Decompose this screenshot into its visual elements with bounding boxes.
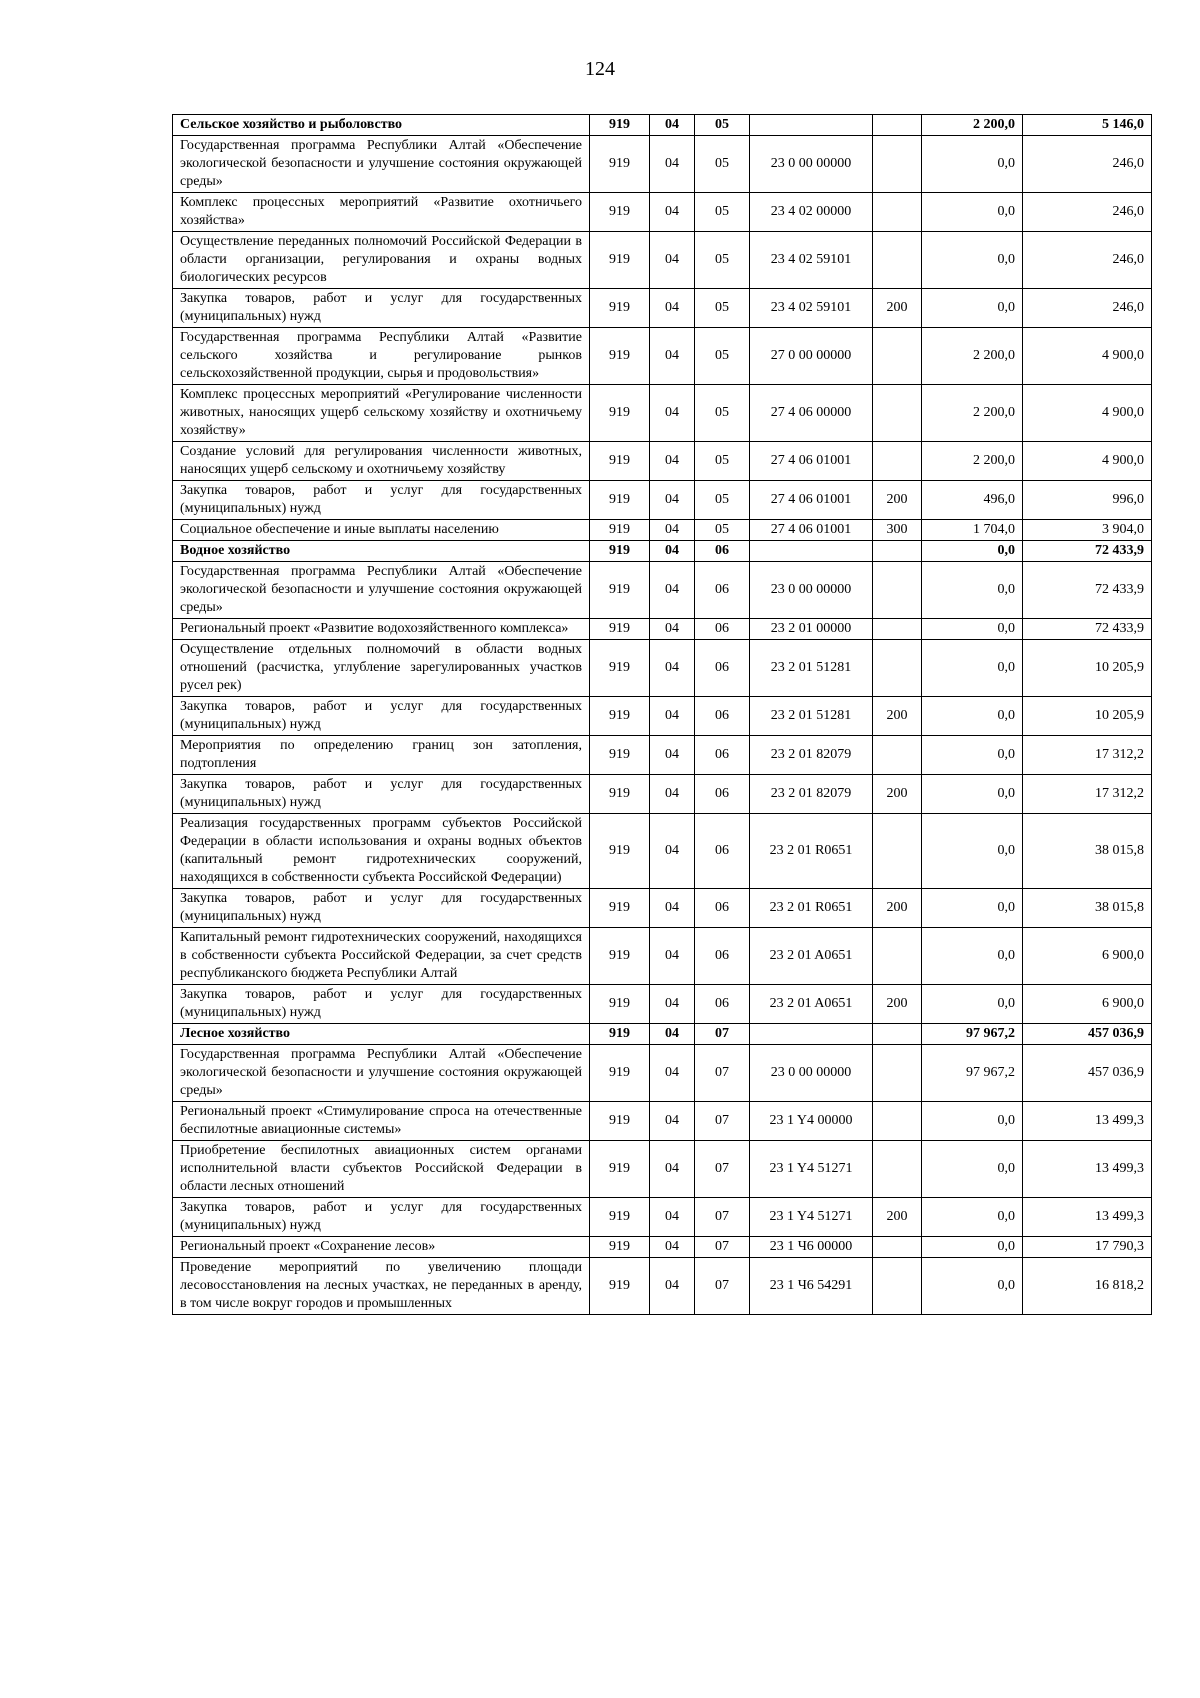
cell-name: Закупка товаров, работ и услуг для государственных (муниципальных) нужд xyxy=(173,985,590,1024)
cell-amount-1: 0,0 xyxy=(922,697,1023,736)
cell-subsection-code: 06 xyxy=(695,775,750,814)
cell-amount-2: 38 015,8 xyxy=(1023,889,1152,928)
cell-section-code: 04 xyxy=(650,814,695,889)
cell-admin-code: 919 xyxy=(590,775,650,814)
cell-expense-type xyxy=(873,328,922,385)
cell-section-code: 04 xyxy=(650,193,695,232)
cell-target-article: 23 2 01 A0651 xyxy=(750,985,873,1024)
cell-name: Государственная программа Республики Алтай «Обеспечение экологической безопасности и улучшение состояния окружающей среды» xyxy=(173,1045,590,1102)
budget-table-body xyxy=(173,115,1152,1315)
table-row xyxy=(173,481,1152,520)
cell-target-article: 27 4 06 01001 xyxy=(750,520,873,541)
cell-expense-type xyxy=(873,736,922,775)
cell-admin-code: 919 xyxy=(590,1258,650,1315)
cell-admin-code: 919 xyxy=(590,889,650,928)
cell-admin-code: 919 xyxy=(590,1141,650,1198)
cell-section-code: 04 xyxy=(650,385,695,442)
cell-subsection-code: 07 xyxy=(695,1141,750,1198)
cell-section-code: 04 xyxy=(650,328,695,385)
cell-section-code: 04 xyxy=(650,1045,695,1102)
cell-subsection-code: 05 xyxy=(695,328,750,385)
cell-name: Государственная программа Республики Алтай «Развитие сельского хозяйства и регулирование рынков сельскохозяйственной продукции, сырья и продовольствия» xyxy=(173,328,590,385)
cell-name: Реализация государственных программ субъектов Российской Федерации в области использования и охраны водных объектов (капитальный ремонт гидротехнических сооружений, находящихся в собственности субъекта Российской Федерации) xyxy=(173,814,590,889)
table-row xyxy=(173,1258,1152,1315)
cell-subsection-code: 06 xyxy=(695,541,750,562)
cell-admin-code: 919 xyxy=(590,115,650,136)
cell-amount-1: 0,0 xyxy=(922,889,1023,928)
cell-section-code: 04 xyxy=(650,1258,695,1315)
cell-expense-type xyxy=(873,232,922,289)
cell-subsection-code: 06 xyxy=(695,562,750,619)
cell-amount-1: 0,0 xyxy=(922,1258,1023,1315)
cell-subsection-code: 05 xyxy=(695,481,750,520)
cell-amount-1: 0,0 xyxy=(922,136,1023,193)
cell-target-article: 23 1 Y4 51271 xyxy=(750,1141,873,1198)
table-row xyxy=(173,442,1152,481)
cell-expense-type xyxy=(873,619,922,640)
cell-subsection-code: 06 xyxy=(695,814,750,889)
page-number: 124 xyxy=(585,58,615,80)
table-row xyxy=(173,928,1152,985)
table-row xyxy=(173,136,1152,193)
cell-name: Комплекс процессных мероприятий «Регулирование численности животных, наносящих ущерб сельскому хозяйству и охотничьему хозяйству» xyxy=(173,385,590,442)
cell-amount-2: 4 900,0 xyxy=(1023,328,1152,385)
cell-target-article: 23 2 01 51281 xyxy=(750,640,873,697)
cell-expense-type: 200 xyxy=(873,889,922,928)
cell-amount-2: 16 818,2 xyxy=(1023,1258,1152,1315)
cell-amount-2: 246,0 xyxy=(1023,193,1152,232)
cell-name: Региональный проект «Стимулирование спроса на отечественные беспилотные авиационные системы» xyxy=(173,1102,590,1141)
cell-admin-code: 919 xyxy=(590,289,650,328)
cell-expense-type xyxy=(873,928,922,985)
cell-amount-2: 17 790,3 xyxy=(1023,1237,1152,1258)
cell-target-article: 23 2 01 82079 xyxy=(750,736,873,775)
table-row xyxy=(173,889,1152,928)
cell-amount-1: 2 200,0 xyxy=(922,328,1023,385)
cell-subsection-code: 05 xyxy=(695,232,750,289)
cell-subsection-code: 06 xyxy=(695,889,750,928)
cell-target-article xyxy=(750,115,873,136)
cell-amount-2: 6 900,0 xyxy=(1023,928,1152,985)
cell-section-code: 04 xyxy=(650,697,695,736)
cell-section-code: 04 xyxy=(650,541,695,562)
cell-subsection-code: 07 xyxy=(695,1237,750,1258)
cell-admin-code: 919 xyxy=(590,928,650,985)
cell-name: Социальное обеспечение и иные выплаты населению xyxy=(173,520,590,541)
cell-name: Региональный проект «Сохранение лесов» xyxy=(173,1237,590,1258)
cell-name: Капитальный ремонт гидротехнических сооружений, находящихся в собственности субъекта Российской Федерации, за счет средств республиканского бюджета Республики Алтай xyxy=(173,928,590,985)
cell-target-article: 27 4 06 00000 xyxy=(750,385,873,442)
cell-section-code: 04 xyxy=(650,619,695,640)
cell-amount-2: 4 900,0 xyxy=(1023,442,1152,481)
table-row xyxy=(173,1237,1152,1258)
table-row xyxy=(173,232,1152,289)
cell-admin-code: 919 xyxy=(590,1045,650,1102)
cell-section-code: 04 xyxy=(650,1102,695,1141)
cell-target-article: 23 4 02 59101 xyxy=(750,232,873,289)
cell-expense-type: 200 xyxy=(873,1198,922,1237)
cell-admin-code: 919 xyxy=(590,1198,650,1237)
cell-name: Закупка товаров, работ и услуг для государственных (муниципальных) нужд xyxy=(173,1198,590,1237)
cell-name: Региональный проект «Развитие водохозяйственного комплекса» xyxy=(173,619,590,640)
table-row xyxy=(173,697,1152,736)
cell-admin-code: 919 xyxy=(590,232,650,289)
cell-section-code: 04 xyxy=(650,1024,695,1045)
cell-target-article: 23 2 01 A0651 xyxy=(750,928,873,985)
cell-subsection-code: 07 xyxy=(695,1045,750,1102)
cell-name: Закупка товаров, работ и услуг для государственных (муниципальных) нужд xyxy=(173,481,590,520)
cell-section-code: 04 xyxy=(650,985,695,1024)
table-row xyxy=(173,289,1152,328)
cell-amount-1: 0,0 xyxy=(922,289,1023,328)
cell-target-article: 23 0 00 00000 xyxy=(750,562,873,619)
cell-amount-2: 457 036,9 xyxy=(1023,1024,1152,1045)
cell-amount-1: 0,0 xyxy=(922,775,1023,814)
cell-amount-2: 72 433,9 xyxy=(1023,619,1152,640)
cell-amount-2: 6 900,0 xyxy=(1023,985,1152,1024)
cell-admin-code: 919 xyxy=(590,736,650,775)
table-row xyxy=(173,1045,1152,1102)
cell-name: Комплекс процессных мероприятий «Развитие охотничьего хозяйства» xyxy=(173,193,590,232)
cell-amount-2: 17 312,2 xyxy=(1023,736,1152,775)
cell-subsection-code: 05 xyxy=(695,136,750,193)
cell-expense-type xyxy=(873,385,922,442)
cell-amount-1: 2 200,0 xyxy=(922,442,1023,481)
cell-expense-type xyxy=(873,562,922,619)
cell-expense-type: 200 xyxy=(873,481,922,520)
cell-amount-1: 0,0 xyxy=(922,1198,1023,1237)
cell-section-code: 04 xyxy=(650,115,695,136)
table-row xyxy=(173,814,1152,889)
cell-amount-2: 72 433,9 xyxy=(1023,562,1152,619)
cell-amount-1: 0,0 xyxy=(922,928,1023,985)
cell-admin-code: 919 xyxy=(590,481,650,520)
cell-subsection-code: 06 xyxy=(695,619,750,640)
cell-amount-1: 2 200,0 xyxy=(922,385,1023,442)
table-row xyxy=(173,775,1152,814)
cell-expense-type xyxy=(873,1024,922,1045)
cell-admin-code: 919 xyxy=(590,541,650,562)
cell-amount-2: 246,0 xyxy=(1023,136,1152,193)
table-row xyxy=(173,385,1152,442)
cell-expense-type xyxy=(873,193,922,232)
cell-amount-1: 0,0 xyxy=(922,985,1023,1024)
cell-amount-1: 97 967,2 xyxy=(922,1045,1023,1102)
table-row xyxy=(173,736,1152,775)
cell-section-code: 04 xyxy=(650,889,695,928)
cell-section-code: 04 xyxy=(650,442,695,481)
cell-name: Закупка товаров, работ и услуг для государственных (муниципальных) нужд xyxy=(173,775,590,814)
cell-section-code: 04 xyxy=(650,136,695,193)
cell-expense-type xyxy=(873,1258,922,1315)
cell-amount-1: 0,0 xyxy=(922,1102,1023,1141)
cell-section-code: 04 xyxy=(650,736,695,775)
cell-admin-code: 919 xyxy=(590,697,650,736)
cell-admin-code: 919 xyxy=(590,619,650,640)
cell-amount-1: 0,0 xyxy=(922,232,1023,289)
cell-admin-code: 919 xyxy=(590,1102,650,1141)
cell-name: Закупка товаров, работ и услуг для государственных (муниципальных) нужд xyxy=(173,289,590,328)
cell-amount-1: 0,0 xyxy=(922,619,1023,640)
cell-amount-1: 0,0 xyxy=(922,736,1023,775)
cell-section-code: 04 xyxy=(650,1141,695,1198)
section-row xyxy=(173,115,1152,136)
cell-target-article: 23 0 00 00000 xyxy=(750,136,873,193)
cell-name: Приобретение беспилотных авиационных систем органами исполнительной власти субъектов Российской Федерации в области лесных отношений xyxy=(173,1141,590,1198)
cell-target-article xyxy=(750,1024,873,1045)
cell-expense-type xyxy=(873,1237,922,1258)
cell-target-article: 23 0 00 00000 xyxy=(750,1045,873,1102)
cell-expense-type xyxy=(873,136,922,193)
cell-subsection-code: 05 xyxy=(695,520,750,541)
cell-admin-code: 919 xyxy=(590,193,650,232)
cell-amount-2: 38 015,8 xyxy=(1023,814,1152,889)
cell-admin-code: 919 xyxy=(590,562,650,619)
cell-admin-code: 919 xyxy=(590,1237,650,1258)
cell-admin-code: 919 xyxy=(590,640,650,697)
cell-expense-type xyxy=(873,814,922,889)
cell-expense-type: 200 xyxy=(873,697,922,736)
cell-amount-2: 10 205,9 xyxy=(1023,640,1152,697)
cell-amount-1: 496,0 xyxy=(922,481,1023,520)
table-row xyxy=(173,985,1152,1024)
cell-section-code: 04 xyxy=(650,775,695,814)
cell-amount-2: 13 499,3 xyxy=(1023,1102,1152,1141)
cell-target-article: 23 2 01 51281 xyxy=(750,697,873,736)
cell-subsection-code: 06 xyxy=(695,985,750,1024)
cell-subsection-code: 06 xyxy=(695,640,750,697)
cell-target-article: 23 1 Ч6 00000 xyxy=(750,1237,873,1258)
cell-amount-1: 0,0 xyxy=(922,1141,1023,1198)
cell-name: Сельское хозяйство и рыболовство xyxy=(173,115,590,136)
cell-target-article xyxy=(750,541,873,562)
table-row xyxy=(173,520,1152,541)
cell-amount-1: 0,0 xyxy=(922,814,1023,889)
cell-expense-type xyxy=(873,1141,922,1198)
cell-expense-type xyxy=(873,541,922,562)
cell-admin-code: 919 xyxy=(590,520,650,541)
cell-section-code: 04 xyxy=(650,232,695,289)
cell-amount-2: 457 036,9 xyxy=(1023,1045,1152,1102)
cell-name: Водное хозяйство xyxy=(173,541,590,562)
cell-amount-2: 13 499,3 xyxy=(1023,1141,1152,1198)
cell-admin-code: 919 xyxy=(590,442,650,481)
table-row xyxy=(173,1102,1152,1141)
cell-name: Осуществление отдельных полномочий в области водных отношений (расчистка, углубление зарегулированных участков русел рек) xyxy=(173,640,590,697)
cell-section-code: 04 xyxy=(650,562,695,619)
cell-expense-type: 200 xyxy=(873,985,922,1024)
cell-target-article: 27 4 06 01001 xyxy=(750,442,873,481)
cell-section-code: 04 xyxy=(650,928,695,985)
section-row xyxy=(173,541,1152,562)
section-row xyxy=(173,1024,1152,1045)
cell-amount-1: 1 704,0 xyxy=(922,520,1023,541)
cell-target-article: 27 4 06 01001 xyxy=(750,481,873,520)
cell-amount-2: 246,0 xyxy=(1023,289,1152,328)
cell-amount-1: 0,0 xyxy=(922,1237,1023,1258)
cell-name: Закупка товаров, работ и услуг для государственных (муниципальных) нужд xyxy=(173,889,590,928)
cell-admin-code: 919 xyxy=(590,328,650,385)
cell-amount-2: 17 312,2 xyxy=(1023,775,1152,814)
cell-target-article: 23 1 Y4 00000 xyxy=(750,1102,873,1141)
cell-subsection-code: 05 xyxy=(695,115,750,136)
cell-section-code: 04 xyxy=(650,640,695,697)
cell-section-code: 04 xyxy=(650,481,695,520)
cell-name: Проведение мероприятий по увеличению площади лесовосстановления на лесных участках, не переданных в аренду, в том числе вокруг городов и промышленных xyxy=(173,1258,590,1315)
cell-admin-code: 919 xyxy=(590,1024,650,1045)
cell-subsection-code: 07 xyxy=(695,1258,750,1315)
cell-section-code: 04 xyxy=(650,1237,695,1258)
cell-subsection-code: 06 xyxy=(695,697,750,736)
cell-admin-code: 919 xyxy=(590,136,650,193)
cell-amount-2: 13 499,3 xyxy=(1023,1198,1152,1237)
cell-subsection-code: 06 xyxy=(695,736,750,775)
cell-amount-2: 3 904,0 xyxy=(1023,520,1152,541)
cell-subsection-code: 06 xyxy=(695,928,750,985)
cell-name: Мероприятия по определению границ зон затопления, подтопления xyxy=(173,736,590,775)
table-row xyxy=(173,619,1152,640)
cell-subsection-code: 05 xyxy=(695,385,750,442)
table-row xyxy=(173,1141,1152,1198)
cell-subsection-code: 05 xyxy=(695,442,750,481)
table-row xyxy=(173,328,1152,385)
cell-target-article: 23 1 Ч6 54291 xyxy=(750,1258,873,1315)
cell-amount-2: 5 146,0 xyxy=(1023,115,1152,136)
cell-target-article: 23 2 01 82079 xyxy=(750,775,873,814)
cell-section-code: 04 xyxy=(650,289,695,328)
cell-amount-1: 0,0 xyxy=(922,541,1023,562)
cell-amount-1: 0,0 xyxy=(922,562,1023,619)
table-row xyxy=(173,193,1152,232)
cell-subsection-code: 05 xyxy=(695,289,750,328)
cell-target-article: 23 2 01 00000 xyxy=(750,619,873,640)
cell-name: Государственная программа Республики Алтай «Обеспечение экологической безопасности и улучшение состояния окружающей среды» xyxy=(173,136,590,193)
cell-amount-1: 97 967,2 xyxy=(922,1024,1023,1045)
cell-amount-2: 10 205,9 xyxy=(1023,697,1152,736)
cell-subsection-code: 07 xyxy=(695,1102,750,1141)
cell-admin-code: 919 xyxy=(590,985,650,1024)
cell-amount-2: 246,0 xyxy=(1023,232,1152,289)
cell-target-article: 23 4 02 59101 xyxy=(750,289,873,328)
cell-expense-type: 200 xyxy=(873,289,922,328)
cell-subsection-code: 07 xyxy=(695,1198,750,1237)
cell-expense-type xyxy=(873,1102,922,1141)
cell-target-article: 23 4 02 00000 xyxy=(750,193,873,232)
cell-target-article: 23 2 01 R0651 xyxy=(750,889,873,928)
cell-name: Лесное хозяйство xyxy=(173,1024,590,1045)
cell-amount-2: 996,0 xyxy=(1023,481,1152,520)
cell-expense-type: 200 xyxy=(873,775,922,814)
table-row xyxy=(173,562,1152,619)
cell-subsection-code: 05 xyxy=(695,193,750,232)
table-row xyxy=(173,1198,1152,1237)
cell-expense-type: 300 xyxy=(873,520,922,541)
cell-amount-2: 4 900,0 xyxy=(1023,385,1152,442)
cell-expense-type xyxy=(873,115,922,136)
cell-section-code: 04 xyxy=(650,1198,695,1237)
budget-table xyxy=(172,114,1152,1315)
cell-name: Осуществление переданных полномочий Российской Федерации в области организации, регулирования и охраны водных биологических ресурсов xyxy=(173,232,590,289)
cell-admin-code: 919 xyxy=(590,814,650,889)
table-row xyxy=(173,640,1152,697)
cell-expense-type xyxy=(873,442,922,481)
cell-name: Закупка товаров, работ и услуг для государственных (муниципальных) нужд xyxy=(173,697,590,736)
cell-target-article: 23 2 01 R0651 xyxy=(750,814,873,889)
cell-name: Государственная программа Республики Алтай «Обеспечение экологической безопасности и улучшение состояния окружающей среды» xyxy=(173,562,590,619)
cell-admin-code: 919 xyxy=(590,385,650,442)
cell-amount-2: 72 433,9 xyxy=(1023,541,1152,562)
cell-target-article: 23 1 Y4 51271 xyxy=(750,1198,873,1237)
cell-target-article: 27 0 00 00000 xyxy=(750,328,873,385)
cell-amount-1: 0,0 xyxy=(922,640,1023,697)
cell-expense-type xyxy=(873,1045,922,1102)
cell-section-code: 04 xyxy=(650,520,695,541)
cell-name: Создание условий для регулирования численности животных, наносящих ущерб сельскому и охотничьему хозяйству xyxy=(173,442,590,481)
cell-expense-type xyxy=(873,640,922,697)
cell-amount-1: 0,0 xyxy=(922,193,1023,232)
cell-subsection-code: 07 xyxy=(695,1024,750,1045)
cell-amount-1: 2 200,0 xyxy=(922,115,1023,136)
